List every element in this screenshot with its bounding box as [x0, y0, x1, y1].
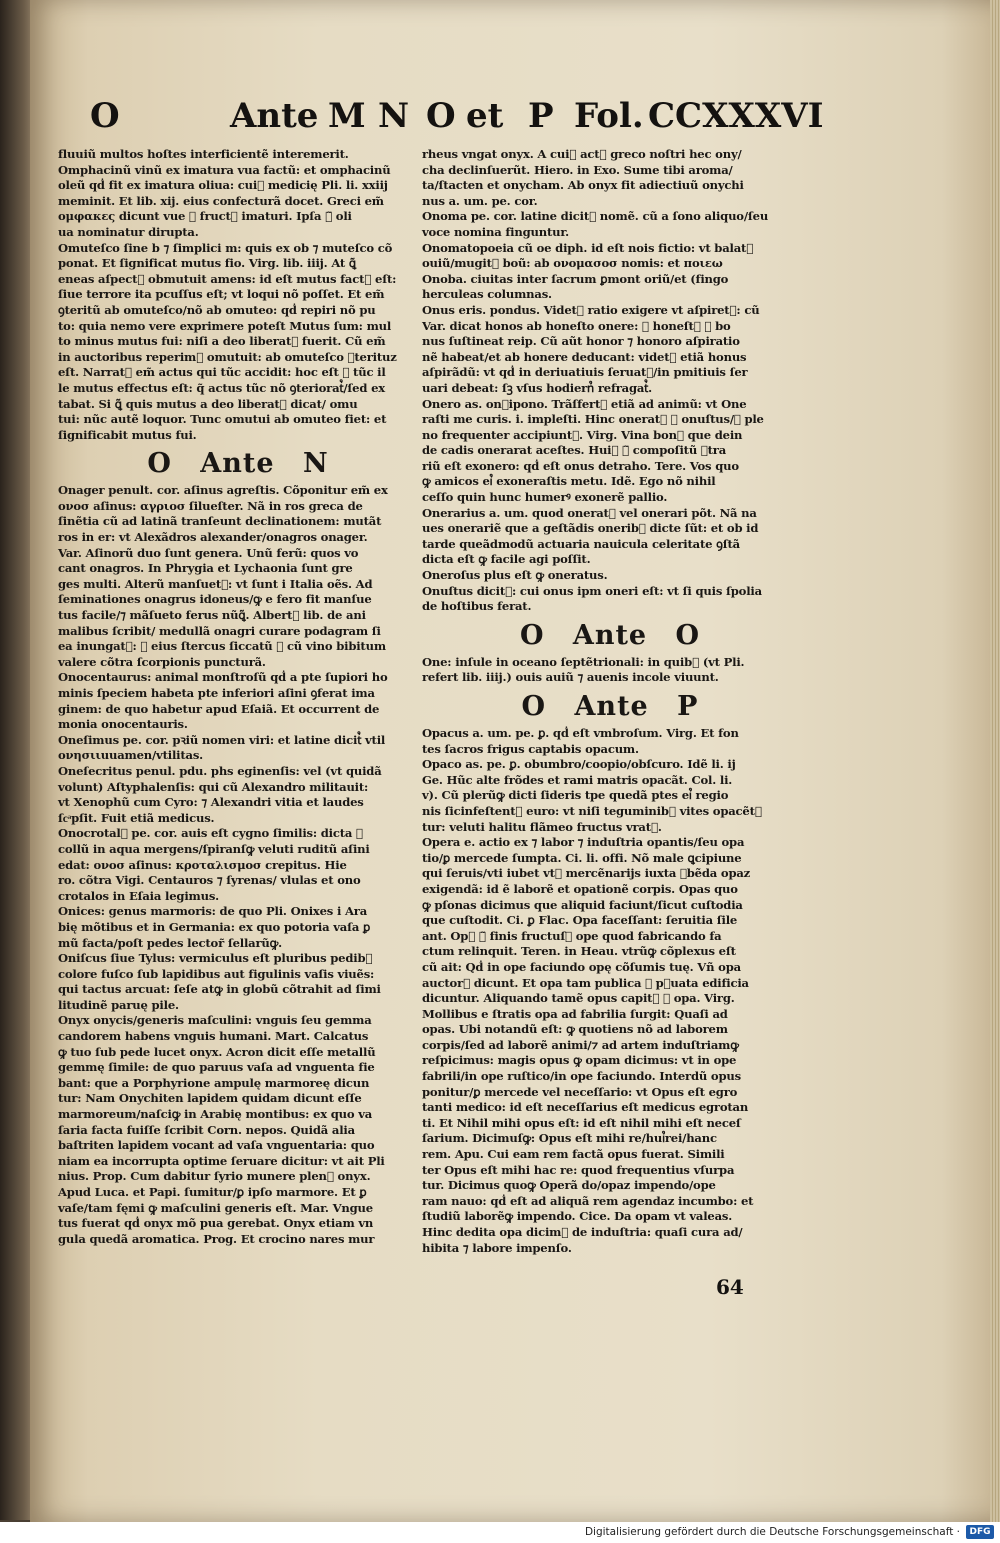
section-letter: O	[675, 619, 701, 651]
text-line: v). Cũ plerũꝙ dicti ſideris tpe quedã ptes ei᷒ regio	[422, 788, 729, 803]
footer-credit: Digitalisierung gefördert durch die Deutsche Forschungsgemeinschaft ·	[584, 1526, 960, 1538]
text-line: de cadis onerarat aceſtes. Hui᷒ ꝗ̃ compoſitũ ꝯtra	[422, 443, 727, 458]
text-line: ſtudiũ laborẽꝙ impendo. Cice. Da opam vt valeas.	[422, 1209, 733, 1224]
text-line: volunt) Aſtyphalenſis: qui cũ Alexandro militauit:	[58, 779, 369, 794]
text-line: Var. Aſinorũ duo ſunt genera. Unũ ferũ: quos vo	[58, 545, 359, 560]
text-line: ſeminationes onagrus idoneus/ꝙ e fero fit manſue	[58, 592, 372, 607]
text-line: nus ſuſtineat reip. Cũ aũt honor ⁊ honoro aſpiratio	[422, 334, 740, 349]
text-line: oleũ qḋ fit ex imatura oliua: cui᷒ medicię Pli. li. xxiij	[58, 178, 388, 193]
text-line: Opacus a. um. pe. ꝑ. qḋ eſt vmbroſum. Virg. Et fon	[422, 726, 739, 740]
text-line: minis ſpeciem habeta pte inferiori aſini ꝯferat ima	[58, 686, 375, 700]
text-line: ua nominatur dirupta.	[58, 224, 199, 239]
text-line: Onero as. on᷒ipono. Trãſfert᷒ etiã ad animũ: vt One	[422, 396, 747, 411]
header-letter-o2: O	[426, 96, 456, 136]
section-letter: O	[521, 691, 547, 722]
text-line: raſti me curis. i. impleſti. Hinc onerat᷒ ⁊ onuſtus/ꝑ ple	[422, 412, 764, 427]
text-line: malibus ſcribit/ medullã onagri curare podagram ſi	[58, 623, 381, 638]
text-line: auctor᷒ dicunt. Et opa tam publica ꝙ pꝛuata edificia	[422, 975, 749, 990]
text-line: ctum relinquit. Teren. in Heau. vtrũꝙ cõplexus eſt	[422, 944, 736, 959]
section-heading-o-ante-p	[422, 690, 798, 724]
section-heading-o-ante-o	[422, 619, 798, 653]
text-line: ſcͣpſit. Fuit etiã medicus.	[58, 810, 215, 825]
text-line: opas. Ubi notandũ eſt: ꝙ quotiens nõ ad laborem	[422, 1022, 728, 1037]
text-line: Onoba. ciuitas inter ſacrum ꝑmont oriũ/et (fingo	[422, 271, 729, 286]
section-letter: O	[147, 448, 172, 480]
text-line: Onerarius a. um. quod onerat᷒ vel onerari põt. Nã na	[422, 505, 757, 520]
text-line: ues onerariẽ que a geſtãdis onerib᷒ dicte ſũt: et ob id	[422, 521, 759, 536]
text-line: Opera e. actio ex ⁊ labor ⁊ induſtria opantis/ſeu opa	[422, 835, 745, 850]
text-line: nis ſicinfeſtent᷒ euro: vt niſi teguminib᷒ vites opacẽt᷒	[422, 803, 762, 818]
text-line: tus facile/⁊ mãſueto ferus nũꝗ̃. Albert᷒ lib. de ani	[58, 608, 366, 623]
text-line: ꝯteritũ ab omuteſco/nõ ab omuteo: qḋ repiri nõ pu	[58, 302, 376, 317]
text-line: exigendã: id ẽ laborẽ et opationẽ corpis. Opas quo	[422, 881, 738, 896]
text-line: ſarium. Dicimuſꝙ: Opus eſt mihi re/hui᷒rei/hanc	[422, 1131, 717, 1146]
text-line: to: quia nemo vere exprimere poteſt Mutus ſum: mul	[58, 318, 392, 333]
text-line: Apud Luca. et Papi. ſumitur/ꝑ ipſo marmore. Et ꝑ	[58, 1185, 367, 1199]
text-line: Oneroſus plus eſt ꝙ oneratus.	[422, 568, 608, 583]
text-line: tui: nũc autẽ loquor. Tunc omutui ab omuteo fiet: et	[58, 412, 387, 427]
text-line: ονοσ aſinus: αγριοσ ſilueſter. Nã in ros greca de	[58, 498, 363, 513]
header-letter-o: O	[90, 96, 120, 136]
text-line: ſiue terrore ita pcuſſus eſt; vt loqui nõ poſſet. Et em̃	[58, 287, 385, 302]
text-line: herculeas columnas.	[422, 287, 552, 302]
text-line: ginem: de quo habetur apud Eſaiã. Et occurrent de	[58, 701, 380, 716]
text-line: ομφακες dicunt vue ⁊ fruct᷒ imaturi. Ipſa ꝗ̃ oli	[58, 209, 352, 224]
text-line: Mollibus e ſtratis opa ad fabrilia ſurgit: Quaſi ad	[422, 1006, 728, 1021]
text-line: aſpirãdũ: vt qḋ in deriuatiuis ſeruat᷒/in pmitiuis ſer	[422, 365, 748, 380]
text-line: colore fuſco ſub lapidibus aut figulinis vaſis viuẽs:	[58, 966, 375, 981]
text-line: Omphacinũ vinũ ex imatura vua factũ: et omphacinũ	[58, 162, 391, 177]
text-line: no frequenter accipiunt᷒. Virg. Vina bon᷒ que dein	[422, 427, 743, 442]
text-line: ta/ſtacten et onycham. Ab onyx fit adiectiuũ onychi	[422, 178, 744, 193]
header-folio-roman: CCXXXVI	[648, 96, 824, 136]
text-line: dicta eſt ꝙ facile agi poſſit.	[422, 552, 591, 567]
text-line: in auctoribus reperim᷒ omutuit: ab omuteſco ꝯterituz	[58, 349, 397, 364]
text-line: valere cõtra ſcorpionis puncturã.	[58, 654, 266, 669]
text-line: collũ in aqua mergens/ſpiranſꝙ veluti ruditũ aſini	[58, 841, 370, 856]
text-line: le mutus effectus eſt: q̃ actus tũc nõ ꝯteriorat᷒/ſed ex	[58, 380, 385, 395]
text-line: tabat. Si ꝗ̃ quis mutus a deo liberat᷒ dicat/ omu	[58, 396, 358, 411]
text-line: gemmę ſimile: de quo paruus vaſa ad vnguenta fie	[58, 1060, 375, 1075]
text-line: corpis/ſed ad laborẽ animi/⁊ ad artem induſtriamꝙ	[422, 1037, 739, 1052]
text-line: Onuſtus dicit᷒: cui onus ipm oneri eſt: vt ſi quis ſpolia	[422, 583, 762, 598]
text-line: vt Xenophũ cum Cyro: ⁊ Alexandri vitia et laudes	[58, 795, 364, 810]
text-line: tus fuerat qḋ onyx mõ pua gerebat. Onyx etiam vn	[58, 1216, 374, 1231]
header-et: et	[466, 96, 504, 136]
text-line: monia onocentauris.	[58, 717, 188, 732]
text-line: ceſſo quin hunc humerꝰ exonerẽ pallio.	[422, 490, 668, 505]
text-line: ονησιιuuamen/vtilitas.	[58, 748, 203, 763]
text-line: tur: veluti halitu flãmeo fructus vrat᷒.	[422, 819, 662, 834]
text-line: edat: ονοσ aſinus: κροταλισμοσ crepitus. Hie	[58, 857, 347, 872]
text-line: riũ eſt exonero: qḋ eſt onus detraho. Tere. Vos quo	[422, 458, 739, 473]
text-line: Onocrotal᷒ pe. cor. auis eſt cygno ſimilis: dicta ꝙ	[58, 826, 363, 841]
text-line: Hinc dedita opa dicim᷒ de induſtria: quaſi cura ad/	[422, 1225, 743, 1239]
text-line: qui ſeruis/vti iubet vt᷒ mercẽnarijs iuxta ꝗbẽda opaz	[422, 866, 751, 881]
text-line: nus a. um. pe. cor.	[422, 193, 538, 208]
text-line: eneas aſpect᷒ obmutuit amens: id eſt mutus fact᷒ eſt:	[58, 271, 397, 286]
text-line: tarde queãdmodũ actuaria nauicula celeritate ꝯſtã	[422, 536, 740, 551]
text-line: fabrili/in ope ruſtico/in ope faciundo. Interdũ opus	[422, 1069, 741, 1084]
right-text-block-3	[422, 726, 798, 1256]
section-ante: Ante	[572, 619, 648, 651]
text-line: qui tactus arcuat: ſeſe atꝙ in globũ cõtrahit ad ſimi	[58, 982, 381, 997]
text-line: One: inſule in oceano ſeptẽtrionali: in quib᷒ (vt Pli.	[422, 654, 745, 669]
text-line: fluuiũ multos hoſtes interficientẽ interemerit.	[58, 147, 349, 161]
section-letter: N	[302, 448, 329, 480]
text-line: bant: que a Porphyrione ampulę marmoreę dicun	[58, 1075, 370, 1090]
text-line: Onus eris. pondus. Videt᷒ ratio exigere vt aſpiret᷒: cũ	[422, 302, 760, 317]
header-ante: Ante	[230, 96, 319, 136]
left-text-block-1	[58, 147, 418, 443]
text-line: de hoſtibus ferat.	[422, 599, 532, 614]
section-letter: O	[519, 619, 545, 651]
header-letter-n: N	[378, 96, 410, 136]
text-line: refert lib. iiij.) ouis auiũ ⁊ auenis incole viuunt.	[422, 670, 719, 685]
text-line: Oneſecritus penul. pdu. phs eginenſis: vel (vt quidã	[58, 763, 382, 778]
text-line: ouiũ/mugit᷒ boũ: ab ονομασοσ nomis: et ποιεω	[422, 256, 723, 271]
text-line: rem. Apu. Cui eam rem factã opus fuerat. Simili	[422, 1147, 725, 1162]
text-line: eſt. Narrat᷒ em̃ actus qui tũc accidit: hoc eſt ꝙ tũc il	[58, 365, 386, 380]
text-line: Oneſimus pe. cor. pꝛiũ nomen viri: et latine dicit᷒ vtil	[58, 732, 386, 747]
left-column	[58, 147, 418, 1247]
right-column	[422, 147, 798, 1256]
text-line: meminit. Et lib. xij. eius confecturã docet. Greci em̃	[58, 193, 384, 208]
text-line: tur: Nam Onychiten lapidem quidam dicunt eſſe	[58, 1091, 362, 1106]
text-line: uari debeat: ſꝫ vſus hodiern᷒ refragat᷒.	[422, 380, 652, 395]
text-line: Ge. Hũc alte frõdes et rami matris opacãt. Col. li.	[422, 772, 733, 787]
text-line: reſpicimus: magis opus ꝙ opam dicimus: vt in ope	[422, 1053, 737, 1068]
text-line: ꝙ amicos ei᷒ exoneraſtis metu. Idẽ. Ego nõ nihil	[422, 474, 716, 489]
text-line: rheus vngat onyx. A cui᷒ act᷒ greco noſtri hec ony/	[422, 147, 742, 161]
section-ante: Ante	[200, 448, 275, 480]
text-line: nẽ habeat/et ab honere deducant: videt᷒ etiã honus	[422, 349, 747, 364]
header-fol: Fol.	[574, 96, 644, 136]
text-line: bię mõtibus et in Germania: ex quo potoria vaſa ꝑ	[58, 919, 371, 934]
right-text-block-2	[422, 655, 798, 686]
text-line: ro. cõtra Vigi. Centauros ⁊ ſyrenas/ vlulas et ono	[58, 873, 361, 888]
text-line: Onocentaurus: animal monſtroſũ qḋ a pte ſupiori ho	[58, 670, 388, 685]
text-line: ti. Et Nihil mihi opus eſt: id eſt nihil mihi eſt neceſ	[422, 1115, 741, 1130]
text-line: dicuntur. Aliquando tamẽ opus capit᷒ ꝑ opa. Virg.	[422, 991, 735, 1006]
text-line: to minus mutus fui: niſi a deo liberat᷒ fuerit. Cũ em̃	[58, 334, 386, 349]
text-line: mũ facta/poſt pedes lector̃ ſellarũꝙ.	[58, 935, 282, 950]
text-line: gula quedã aromatica. Prog. Et crocino nares mur	[58, 1231, 375, 1246]
text-line: tio/ꝑ mercede ſumpta. Ci. li. offi. Nõ male ꝗcipiune	[422, 850, 742, 865]
text-line: tanti medico: id eſt neceſſarius eſt medicus egrotan	[422, 1100, 749, 1115]
text-line: ſaria facta fuiſſe ſcribit Corn. nepos. Quidã alia	[58, 1122, 355, 1137]
text-line: litudinẽ paruę pile.	[58, 997, 179, 1012]
text-line: vaſe/tam fęmi ꝙ maſculini generis eſt. Mar. Vngue	[58, 1200, 373, 1215]
text-line: marmoreum/naſciꝙ in Arabię montibus: ex quo va	[58, 1107, 373, 1122]
text-line: Omuteſco ſine b ⁊ ſimplici m: quis ex ob ⁊ muteſco cõ	[58, 240, 393, 255]
page-number: 64	[716, 1275, 744, 1299]
section-ante: Ante	[574, 691, 649, 722]
text-line: voce nomina finguntur.	[422, 224, 570, 239]
text-line: baſtriten lapidem vocant ad vaſa vnguentaria: quo	[58, 1138, 375, 1153]
text-line: ros in er: vt Alexãdros alexander/onagros onager.	[58, 530, 368, 545]
text-line: tur. Dicimus quoꝙ Operã do/opaz impendo/ope	[422, 1178, 716, 1193]
digitization-footer	[0, 1522, 1000, 1543]
text-line: ꝙ tuo ſub pede lucet onyx. Acron dicit eſſe metallũ	[58, 1044, 376, 1059]
right-text-block-1	[422, 147, 798, 615]
left-text-block-2	[58, 483, 418, 1247]
section-heading-o-ante-n	[58, 447, 418, 481]
text-line: Opaco as. pe. ꝑ. obumbro/coopio/obſcuro. Idẽ li. ij	[422, 757, 736, 772]
text-line: Onager penult. cor. aſinus agreſtis. Cõponitur em̃ ex	[58, 483, 388, 498]
text-line: ponitur/ꝑ mercede vel neceſſario: vt Opus eſt egro	[422, 1084, 738, 1099]
text-line: crotalos in Eſaia legimus.	[58, 888, 219, 903]
header-letter-p: P	[528, 96, 554, 136]
dfg-logo: DFG	[966, 1525, 994, 1539]
text-line: que cuſtodit. Ci. ꝑ Flac. Opa faceſſant: ſeruitia ſile	[422, 913, 738, 928]
text-line: ſignificabit mutus fui.	[58, 427, 197, 442]
text-line: ſinẽtia cũ ad latinã tranſeunt declinationem: mutãt	[58, 514, 382, 529]
text-line: hibita ⁊ labore impenſo.	[422, 1240, 572, 1255]
text-line: Onomatopoeia cũ oe diph. id eſt nois fictio: vt balat᷒	[422, 240, 754, 255]
text-line: cant onagros. In Phrygia et Lychaonia ſunt gre	[58, 561, 353, 576]
text-line: Oniſcus ſiue Tylus: vermiculus eſt pluribus pedib᷒	[58, 951, 373, 966]
running-header	[88, 96, 824, 146]
text-line: Onyx onycis/generis maſculini: vnguis ſeu gemma	[58, 1013, 372, 1028]
text-line: cha declinſuerũt. Hiero. in Exo. Sume tibi aroma/	[422, 162, 733, 177]
text-line: niam ea incorrupta optime ſeruare dicitur: vt ait Pli	[58, 1153, 385, 1168]
text-line: cũ ait: Qḋ in ope faciundo opę cõſumis tuę. Vñ opa	[422, 959, 741, 974]
text-line: ram nauo: qḋ eſt ad aliquã rem agendaz incumbo: et	[422, 1193, 754, 1208]
text-line: ter Opus eſt mihi hac re: quod frequentius vſurpa	[422, 1162, 735, 1177]
header-letter-m: M	[328, 96, 366, 136]
text-line: tes ſacros frigus captabis opacum.	[422, 741, 639, 756]
text-line: Onices: genus marmoris: de quo Pli. Onixes i Ara	[58, 904, 368, 919]
text-line: ꝙ pſonas dicimus que aliquid faciunt/ſicut cuſtodia	[422, 897, 743, 912]
text-line: ant. Op᷒ ꝗ̃ finis fructuſꝙ ope quod fabricando fa	[422, 928, 722, 943]
text-line: ponat. Et ſignificat mutus fio. Virg. lib. iiij. At ꝗ̃	[58, 256, 357, 271]
text-line: ges multi. Alterũ manſuet᷒: vt ſunt i Italia oẽs. Ad	[58, 576, 373, 591]
text-line: ea inungat᷒: ⁊ eius ſtercus ſiccatũ ⁊ cũ vino bibitum	[58, 639, 386, 654]
text-line: candorem habens vnguis humani. Mart. Calcatus	[58, 1029, 369, 1044]
section-letter: P	[677, 691, 699, 722]
text-line: nius. Prop. Cum dabitur ſyrio munere plen᷒ onyx.	[58, 1169, 371, 1184]
text-line: Onoma pe. cor. latine dicit᷒ nomẽ. cũ a ſono aliquo/ſeu	[422, 209, 769, 224]
page-edge	[990, 0, 1000, 1522]
text-line: Var. dicat honos ab honeſto onere: ⁊ honeſt᷒ ꝙ bo	[422, 318, 731, 333]
